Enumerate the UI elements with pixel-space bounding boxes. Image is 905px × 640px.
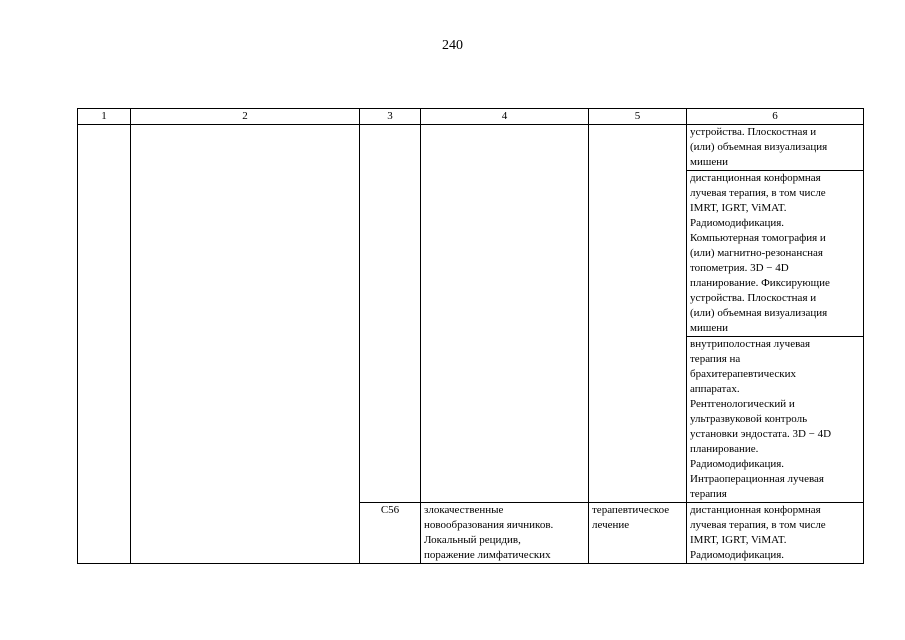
header-col-4: 4 <box>421 109 589 125</box>
text-line: лечение <box>592 519 630 531</box>
text-line: Радиомодификация. <box>690 549 785 561</box>
text-line: злокачественные <box>424 504 504 516</box>
text-line: новообразования яичников. <box>424 519 554 531</box>
table-row <box>78 125 864 171</box>
text-line: поражение лимфатических <box>424 549 551 561</box>
text-line: дистанционная конформная <box>690 172 821 184</box>
text-line: устройства. Плоскостная и <box>690 126 817 138</box>
text-line: терапия <box>690 488 727 500</box>
text-line: IMRT, IGRT, ViMAT. <box>690 534 787 546</box>
text-line: внутриполостная лучевая <box>690 338 811 350</box>
text-line: Рентгенологический и <box>690 398 795 410</box>
header-col-1: 1 <box>78 109 131 125</box>
method-block-1 <box>687 125 864 171</box>
text-line: (или) объемная визуализация <box>690 307 828 319</box>
header-col-6: 6 <box>687 109 864 125</box>
text-line: топометрия. 3D − 4D <box>690 262 789 274</box>
icd-code-cell: C56 <box>360 503 421 564</box>
header-col-5: 5 <box>589 109 687 125</box>
cell-col-4-empty <box>421 125 589 503</box>
method-block-3 <box>687 337 864 503</box>
text-line: установки эндостата. 3D − 4D <box>690 428 832 440</box>
text-line: аппаратах. <box>690 383 740 395</box>
cell-col-5-empty <box>589 125 687 503</box>
treatment-table <box>77 108 864 564</box>
header-row <box>78 109 864 125</box>
text-line: терапия на <box>690 353 741 365</box>
text-line: брахитерапевтических <box>690 368 796 380</box>
text-line: планирование. <box>690 443 759 455</box>
text-line: Радиомодификация. <box>690 217 785 229</box>
text-line: лучевая терапия, в том числе <box>690 519 826 531</box>
cell-col-1-empty <box>78 125 131 564</box>
diagnosis-cell <box>421 503 589 564</box>
text-line: (или) магнитно-резонансная <box>690 247 823 259</box>
treatment-type-cell <box>589 503 687 564</box>
header-col-2: 2 <box>131 109 360 125</box>
text-line: устройства. Плоскостная и <box>690 292 817 304</box>
method-block-2 <box>687 171 864 337</box>
text-line: планирование. Фиксирующие <box>690 277 830 289</box>
cell-col-3-empty <box>360 125 421 503</box>
text-line: терапевтическое <box>592 504 670 516</box>
text-line: Компьютерная томография и <box>690 232 826 244</box>
text-line: (или) объемная визуализация <box>690 141 828 153</box>
text-line: IMRT, IGRT, ViMAT. <box>690 202 787 214</box>
text-line: лучевая терапия, в том числе <box>690 187 826 199</box>
text-line: мишени <box>690 322 728 334</box>
text-line: мишени <box>690 156 728 168</box>
text-line: Интраоперационная лучевая <box>690 473 824 485</box>
method-cell <box>687 503 864 564</box>
text-line: Локальный рецидив, <box>424 534 521 546</box>
cell-col-2-empty <box>131 125 360 564</box>
header-col-3: 3 <box>360 109 421 125</box>
text-line: Радиомодификация. <box>690 458 785 470</box>
text-line: дистанционная конформная <box>690 504 821 516</box>
text-line: ультразвуковой контроль <box>690 413 808 425</box>
page-number: 240 <box>442 38 463 53</box>
